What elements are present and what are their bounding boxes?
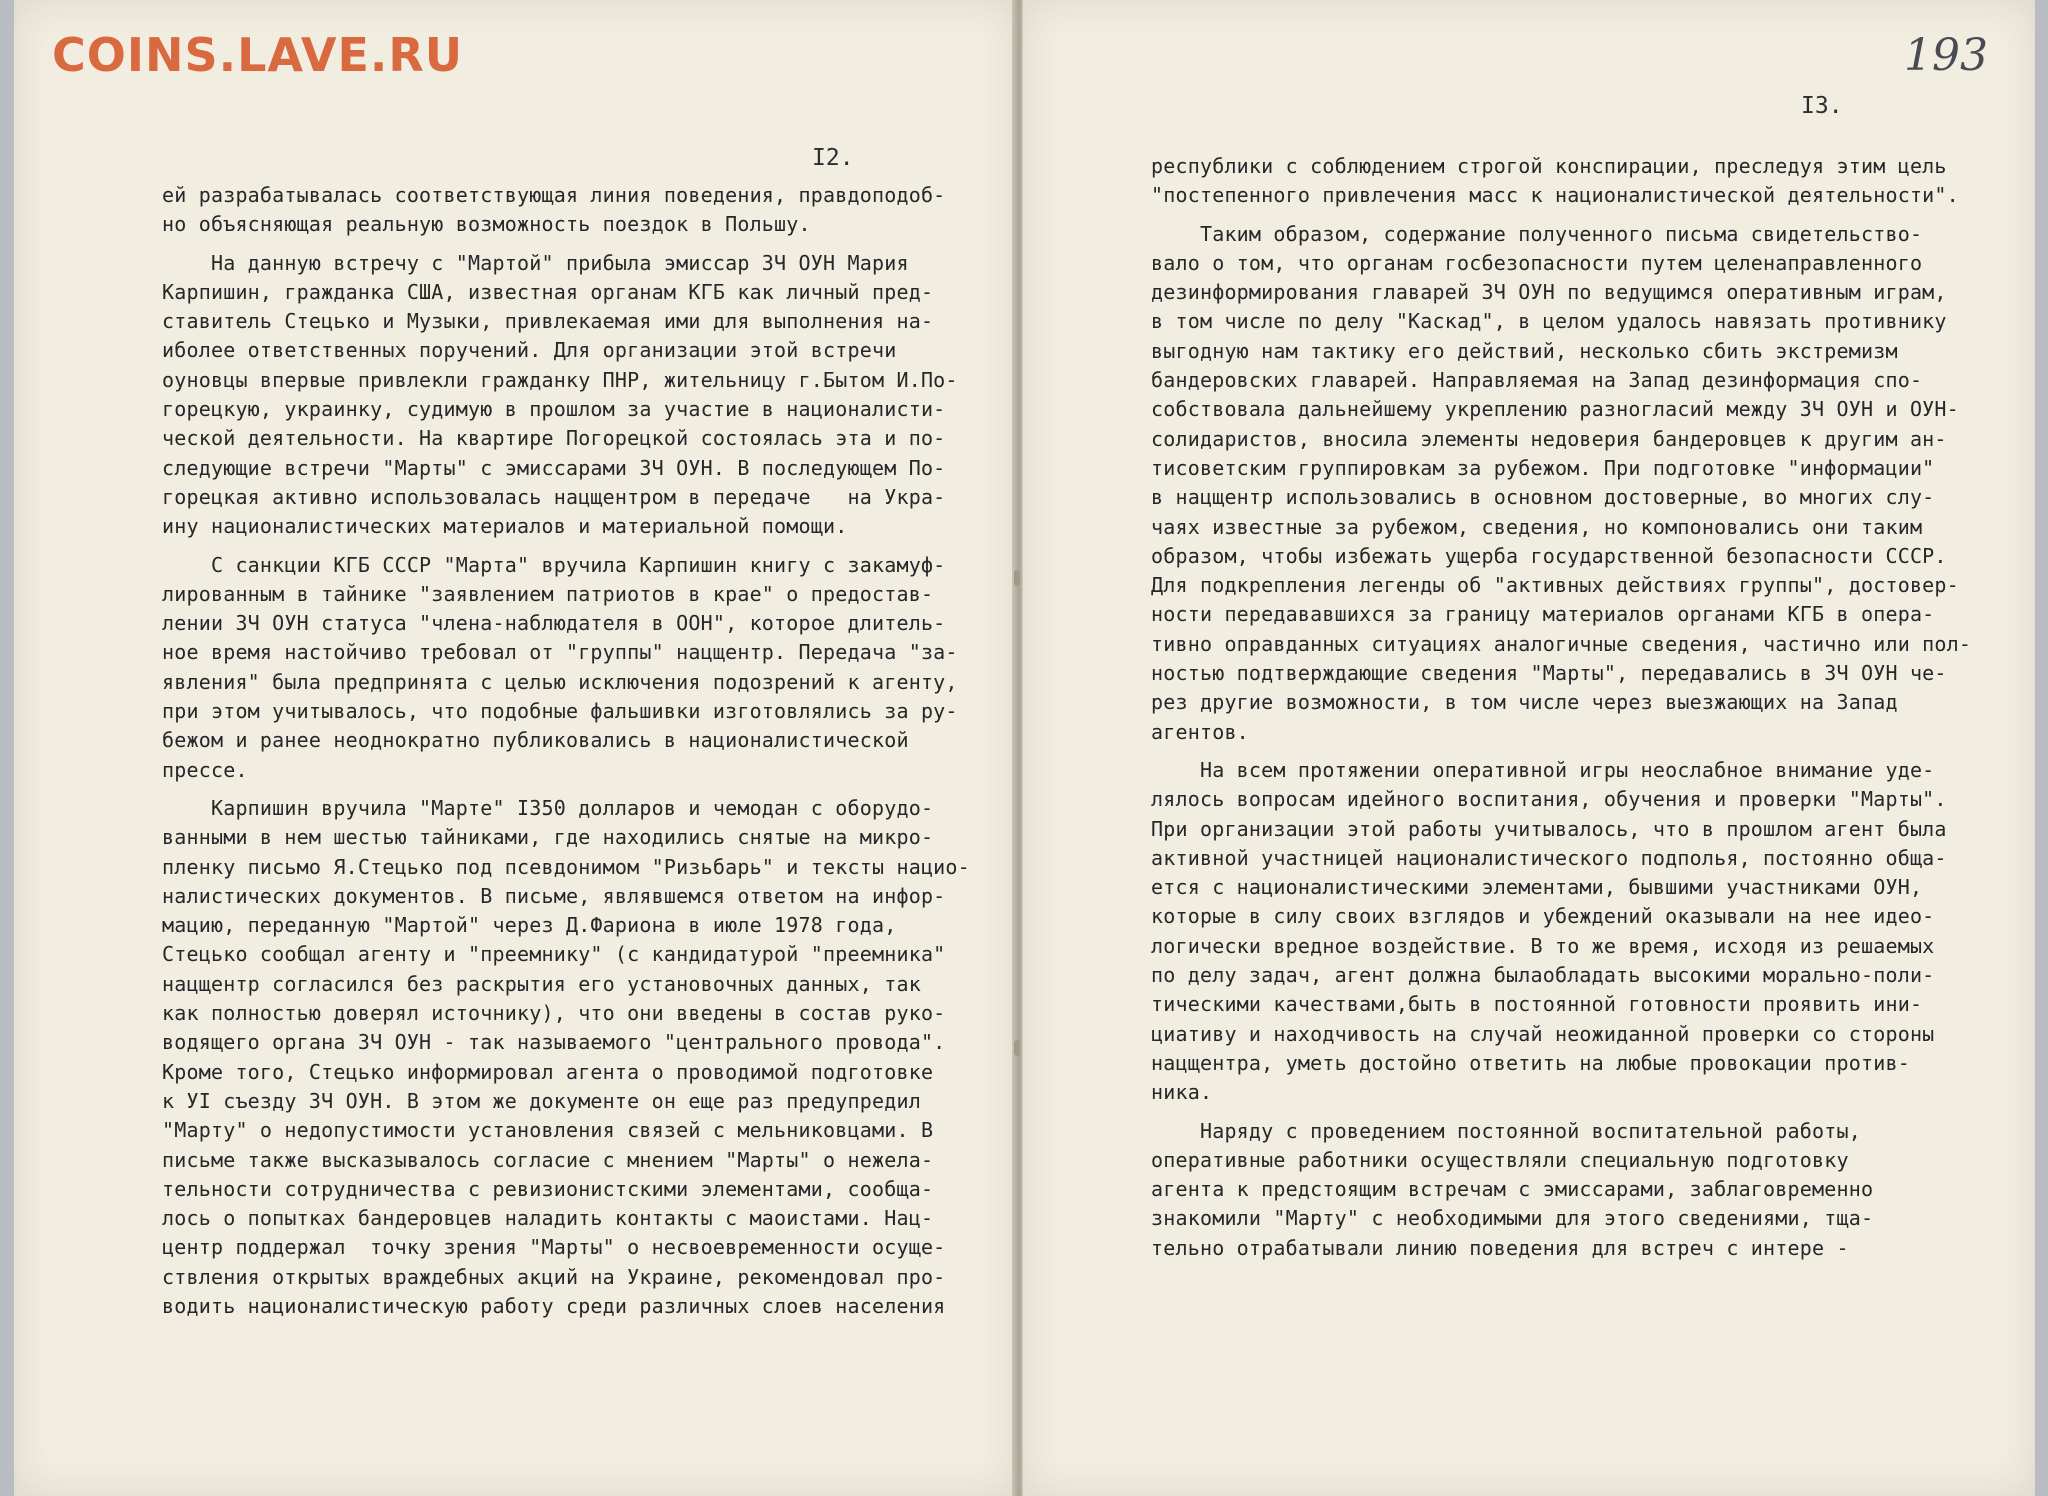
text-line: образом, чтобы избежать ущерба государственной безопасности СССР. [1151, 543, 1947, 568]
text-line: как полностью доверял источнику), что они введены в состав руко- [162, 1001, 946, 1026]
text-line: На данную встречу с "Мартой" прибыла эмиссар ЗЧ ОУН Мария [162, 250, 909, 275]
staple-bottom [1014, 1040, 1020, 1056]
text-line: ванными в нем шестью тайниками, где находились снятые на микро- [162, 825, 934, 850]
text-line: ное время настойчиво требовал от "группы" нацщентр. Передача "за- [162, 640, 958, 665]
text-line: оуновцы впервые привлекли гражданку ПНР, жительницу г.Бытом И.По- [162, 367, 958, 392]
text-line: циативу и находчивость на случай неожиданной проверки со стороны [1151, 1021, 1935, 1046]
text-line: "Марту" о недопустимости установления связей с мельниковцами. В [162, 1118, 934, 1143]
text-line: дезинформирования главарей ЗЧ ОУН по ведущимся оперативным играм, [1151, 280, 1947, 305]
staple-top [1014, 570, 1020, 586]
right-page-number: I3. [1801, 93, 1843, 119]
text-line: водить националистическую работу среди различных слоев населения [162, 1293, 946, 1318]
paragraph-gap [1151, 1108, 1971, 1117]
watermark-logo: COINS.LAVE.RU [52, 28, 464, 82]
text-line: ности передававшихся за границу материалов органами КГБ в опера- [1151, 602, 1935, 627]
text-line: явления" была предпринята с целью исключения подозрений к агенту, [162, 669, 958, 694]
text-line: нацщентра, уметь достойно ответить на любые провокации против- [1151, 1050, 1910, 1075]
text-line: пленку письмо Я.Стецько под псевдонимом "Ризьбарь" и тексты нацио- [162, 854, 970, 879]
text-line: Для подкрепления легенды об "активных действиях группы", достовер- [1151, 573, 1959, 598]
left-page-number: I2. [812, 145, 854, 171]
text-line: собствовала дальнейшему укреплению разногласий между ЗЧ ОУН и ОУН- [1151, 397, 1959, 422]
paragraph [1151, 756, 1971, 1108]
paragraph [1151, 152, 1971, 211]
text-line: С санкции КГБ СССР "Марта" вручила Карпишин книгу с закамуф- [162, 552, 946, 577]
text-line: бежом и ранее неоднократно публиковались в националистической [162, 728, 909, 753]
text-line: лении ЗЧ ОУН статуса "члена-наблюдателя в ООН", которое длитель- [162, 611, 946, 636]
text-line: водящего органа ЗЧ ОУН - так называемого "центрального провода". [162, 1030, 946, 1055]
text-line: рез другие возможности, в том числе через выезжающих на Запад [1151, 690, 1898, 715]
text-line: ину националистических материалов и материальной помощи. [162, 514, 848, 539]
text-line: которые в силу своих взглядов и убеждений оказывали на нее идео- [1151, 904, 1935, 929]
text-line: лось о попытках бандеровцев наладить контакты с маоистами. Нац- [162, 1206, 934, 1231]
right-page [1022, 0, 2035, 1496]
text-line: тельности сотрудничества с ревизионистскими элементами, сообща- [162, 1176, 934, 1201]
text-line: в том числе по делу "Каскад", в целом удалось навязать противнику [1151, 309, 1947, 334]
text-line: солидаристов, вносила элементы недоверия бандеровцев к другим ан- [1151, 426, 1947, 451]
text-line: мацию, переданную "Мартой" через Д.Фариона в июле 1978 года, [162, 913, 897, 938]
text-line: ется с националистическими элементами, бывшими участниками ОУН, [1151, 875, 1923, 900]
text-line: тивно оправданных ситуациях аналогичные сведения, частично или пол- [1151, 631, 1972, 656]
paragraph [162, 551, 970, 785]
text-line: центр поддержал точку зрения "Марты" о несвоевременности осуще- [162, 1235, 946, 1260]
text-line: к УI съезду ЗЧ ОУН. В этом же документе он еще раз предупредил [162, 1088, 921, 1113]
paragraph [162, 249, 970, 542]
archive-page-number: 193 [1904, 30, 1988, 81]
paragraph-gap [162, 785, 970, 794]
text-line: Стецько сообщал агенту и "преемнику" (с кандидатурой "преемника" [162, 942, 946, 967]
text-line: ностью подтверждающие сведения "Марты", передавались в ЗЧ ОУН че- [1151, 661, 1947, 686]
text-line: агентов. [1151, 719, 1249, 744]
text-line: налистических документов. В письме, являвшемся ответом на инфор- [162, 883, 946, 908]
text-line: Таким образом, содержание полученного письма свидетельство- [1151, 221, 1923, 246]
paragraph-gap [162, 542, 970, 551]
text-line: Карпишин, гражданка США, известная органам КГБ как личный пред- [162, 279, 934, 304]
left-page [14, 0, 1018, 1496]
text-line: знакомили "Марту" с необходимыми для этого сведениями, тща- [1151, 1206, 1874, 1231]
text-line: На всем протяжении оперативной игры неослабное внимание уде- [1151, 757, 1935, 782]
text-line: ческой деятельности. На квартире Погорецкой состоялась эта и по- [162, 426, 946, 451]
text-line: горецкая активно использовалась нацщентром в передаче на Укра- [162, 484, 946, 509]
text-line: горецкую, украинку, судимую в прошлом за участие в националисти- [162, 397, 946, 422]
text-line: чаях известные за рубежом, сведения, но компоновались они таким [1151, 514, 1923, 539]
text-line: тисоветским группировкам за рубежом. При подготовке "информации" [1151, 455, 1935, 480]
text-line: ствления открытых враждебных акций на Украине, рекомендовал про- [162, 1264, 946, 1289]
text-line: активной участницей националистического подполья, постоянно обща- [1151, 845, 1947, 870]
text-line: следующие встречи "Марты" с эмиссарами ЗЧ ОУН. В последующем По- [162, 455, 946, 480]
text-line: нацщентр согласился без раскрытия его установочных данных, так [162, 971, 921, 996]
left-page-body [162, 181, 970, 1321]
text-line: тическими качествами,быть в постоянной готовности проявить ини- [1151, 992, 1923, 1017]
text-line: При организации этой работы учитывалось, что в прошлом агент была [1151, 816, 1947, 841]
text-line: иболее ответственных поручений. Для организации этой встречи [162, 338, 897, 363]
text-line: письме также высказывалось согласие с мнением "Марты" о нежела- [162, 1147, 934, 1172]
text-line: в нацщентр использовались в основном достоверные, во многих слу- [1151, 485, 1935, 510]
paragraph-gap [1151, 211, 1971, 220]
text-line: республики с соблюдением строгой конспирации, преследуя этим цель [1151, 154, 1947, 178]
text-line: Наряду с проведением постоянной воспитательной работы, [1151, 1118, 1861, 1143]
text-line: выгодную нам тактику его действий, несколько сбить экстремизм [1151, 338, 1898, 363]
paragraph [162, 794, 970, 1321]
text-line: при этом учитывалось, что подобные фальшивки изготовлялись за ру- [162, 699, 958, 724]
text-line: ей разрабатывалась соответствующая линия поведения, правдоподоб- [162, 183, 946, 207]
paragraph-gap [1151, 747, 1971, 756]
paragraph [1151, 1117, 1971, 1263]
text-line: прессе. [162, 757, 248, 782]
text-line: лялось вопросам идейного воспитания, обучения и проверки "Марты". [1151, 787, 1947, 812]
paragraph [1151, 220, 1971, 747]
text-line: ника. [1151, 1080, 1213, 1105]
right-page-body [1151, 152, 1971, 1263]
text-line: лированным в тайнике "заявлением патриотов в крае" о предостав- [162, 581, 934, 606]
text-line: бандеровских главарей. Направляемая на Запад дезинформация спо- [1151, 368, 1923, 393]
text-line: Карпишин вручила "Марте" I350 долларов и чемодан с оборудо- [162, 795, 934, 820]
text-line: оперативные работники осуществляли специальную подготовку [1151, 1147, 1849, 1172]
text-line: ставитель Стецько и Музыки, привлекаемая ими для выполнения на- [162, 309, 934, 334]
text-line: тельно отрабатывали линию поведения для встреч с интере - [1151, 1235, 1849, 1260]
text-line: логически вредное воздействие. В то же время, исходя из решаемых [1151, 933, 1935, 958]
text-line: Кроме того, Стецько информировал агента о проводимой подготовке [162, 1059, 934, 1084]
paragraph-gap [162, 240, 970, 249]
text-line: агента к предстоящим встречам с эмиссарами, заблаговременно [1151, 1177, 1874, 1202]
text-line: вало о том, что органам госбезопасности путем целенаправленного [1151, 250, 1923, 275]
text-line: по делу задач, агент должна былаобладать высокими морально-поли- [1151, 963, 1935, 988]
text-line: но объясняющая реальную возможность поездок в Польшу. [162, 212, 811, 237]
paragraph [162, 181, 970, 240]
text-line: "постепенного привлечения масс к националистической деятельности". [1151, 183, 1959, 208]
